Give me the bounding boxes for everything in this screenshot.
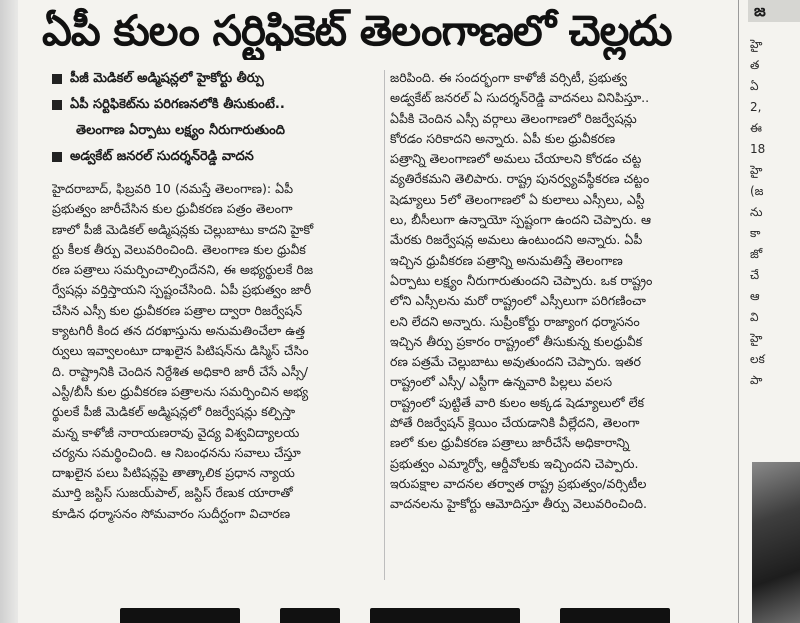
article-line: ఇరుపక్షాల వాదనల తర్వాత రాష్ట్ర ప్రభుత్వం/వర్సిటీల (390, 475, 647, 491)
bullet-item (52, 92, 382, 118)
bullet-square-icon (52, 74, 62, 84)
article-line: పత్రాన్ని తెలంగాణలో అమలు చేయాలని కోరడం చట్ట (390, 151, 642, 167)
bullet-list (52, 66, 382, 170)
article-line: హై (750, 37, 763, 51)
article-line: త (750, 58, 760, 72)
article-line: హై (750, 331, 763, 345)
article-line: ది. రాష్ట్రానికి చెందిన నిర్దేశిత అధికారి జారీ చేసే ఎస్సీ/ (52, 363, 308, 379)
headline: ఏపీ కులం సర్టిఫికెట్ తెలంగాణలో చెల్లదు (42, 6, 672, 55)
bullet-text: తెలంగాణ ఏర్పాటు లక్ష్యం నీరుగారుతుంది (76, 123, 285, 138)
article-line: ఈ (750, 121, 762, 135)
article-line: కా (750, 226, 761, 240)
article-line: క్యాటగిరీ కింద తన దరఖాస్తును అనుమతించేలా ఉత్త (52, 323, 306, 339)
article-line: రణ పత్రమే చెల్లుబాటు అవుతుందని చెప్పారు. ఇతర (390, 354, 642, 370)
article-line: పా (750, 373, 763, 387)
article-line: ప్రభుత్వం ఎమ్మార్వో, ఆర్డీవోలకు ఇచ్చిందని చెప్పారు. (390, 455, 639, 471)
article-column-2 (390, 68, 710, 515)
article-photo (752, 462, 800, 623)
article-line: ఎస్టీ/బీసీ కుల ధ్రువీకరణ పత్రాలను సమర్పించిన అభ్య (52, 383, 309, 399)
headline-fragment (120, 608, 240, 623)
article-line: లని లేదని అన్నారు. సుప్రీంకోర్టు రాజ్యాంగ ధర్మాసనం (390, 313, 640, 329)
article-line: రాష్ట్రంలో ఎస్సీ/ ఎస్టీగా ఉన్నవారి పిల్లలు వలస (390, 374, 613, 390)
article-line: కూడిన ధర్మాసనం సోమవారం సుదీర్ఘంగా విచారణ (52, 505, 291, 521)
article-line: జో (750, 247, 763, 261)
article-line: ఏపీకి చెందిన ఎస్సీ వర్గాలు తెలంగాణలో రిజర్వేషన్లు (390, 110, 637, 126)
article-line: లోని ఎస్సీలను మరో రాష్ట్రంలో ఎస్సీలుగా పరిగణించా (390, 293, 646, 309)
article-line: 2, (750, 100, 762, 114)
article-line: అడ్వకేట్ జనరల్ ఏ సుదర్శన్‌రెడ్డి వాదనలు వినిపిస్తూ.. (390, 90, 650, 106)
article-line: ర్వులు ఇవ్వాలంటూ దాఖలైన పిటిషన్‌ను డిస్మిస్ చేసిం (52, 343, 309, 359)
article-line: జరిపింది. ఈ సందర్భంగా కాళోజీ వర్సిటీ, ప్రభుత్వ (390, 70, 627, 85)
article-line: మూర్తి జస్టిస్ సుజయ్‌పాల్, జస్టిస్ రేణుక యారాతో (52, 485, 293, 501)
bullet-square-icon (52, 100, 62, 110)
article-line: వాదనలను హైకోర్టు ఆమోదిస్తూ తీర్పు వెలువరించింది. (390, 496, 647, 512)
article-line: షెడ్యూలు 5లో తెలంగాణలో ఏ కులాలు ఎస్సీలు, ఎస్టీ (390, 191, 645, 207)
bullet-text: ఏపీ సర్టిఫికెట్‌ను పరిగణనలోకి తీసుకుంటే.. (70, 97, 285, 112)
article-line: ఇచ్చిన తీర్పు ప్రకారం రాష్ట్రంలో తీసుకున్న కులధ్రువీక (390, 333, 643, 349)
article-line: వి (750, 310, 759, 324)
headline-fragment (370, 608, 520, 623)
column-divider-right (738, 0, 739, 623)
page-margin (0, 0, 18, 623)
article-line: 18 (750, 142, 766, 156)
article-line: పోతే రిజర్వేషన్ క్లెయిం చేయడానికి వీల్లేదని, తెలంగా (390, 415, 640, 431)
article-line: రణ పత్రాలు సమర్పించాల్సిందేనని, ఈ అభ్యర్థులకే రిజ (52, 262, 314, 278)
bullet-text: అడ్వకేట్ జనరల్ సుదర్శన్‌రెడ్డి వాదన (70, 149, 254, 164)
bullet-text: పీజీ మెడికల్ అడ్మిషన్లలో హైకోర్టు తీర్పు (70, 71, 264, 86)
headline-fragment (280, 608, 340, 623)
article-line: హైదరాబాద్, ఫిబ్రవరి 10 (నమస్తే తెలంగాణ): ఏపీ (52, 181, 294, 196)
article-line: ఏర్పాటు లక్ష్యం నీరుగారుతుందని చెప్పారు. ఒక రాష్ట్రం (390, 272, 653, 288)
article-line: దాఖలైన పలు పిటిషన్లపై తాత్కాలిక ప్రధాన న్యాయ (52, 465, 295, 481)
article-line: ర్టు కీలక తీర్పు వెలువరించింది. తెలంగాణ కుల ధ్రువీక (52, 241, 306, 257)
article-line: ఏ (750, 79, 759, 93)
article-line: ణాలో పీజీ మెడికల్ అడ్మిషన్లకు చెల్లుబాటు కాదని హైకో (52, 221, 314, 237)
adjacent-article-headline: జ (748, 0, 800, 22)
column-divider (384, 70, 385, 580)
article-line: ణలో కుల ధ్రువీకరణ పత్రాలు జారీచేసే అధికారాన్ని (390, 435, 630, 451)
article-line: లు, బీసీలుగా ఉన్నాయో స్పష్టంగా ఉందని చెప్పారు. ఆ (390, 212, 652, 228)
next-headline-cropped (40, 594, 740, 623)
bullet-item (52, 144, 382, 170)
article-line: చేసిన ఎస్సీ కుల ధ్రువీకరణ పత్రాల ద్వారా రిజర్వేషన్ (52, 302, 303, 318)
adjacent-article-column (750, 34, 800, 391)
article-line: వ్యతిరేకమని తెలిపారు. రాష్ట్ర పునర్వ్యవస్థీకరణ చట్టం (390, 171, 650, 187)
headline-fragment (560, 608, 670, 623)
bullet-item (52, 66, 382, 92)
article-line: ర్థులకే పీజీ మెడికల్ అడ్మిషన్లలో రిజర్వేషన్లు కల్పిస్తా (52, 404, 296, 420)
article-line: మేరకు రిజర్వేషన్ల అమలు ఉంటుందని అన్నారు. ఏపీ (390, 232, 643, 248)
article-line: ర్వేషన్లు వర్తిస్తాయని స్పష్టంచేసింది. ఏపీ ప్రభుత్వం జారీ (52, 282, 312, 298)
article-line: మన్న కాళోజీ నారాయణరావు వైద్య విశ్వవిద్యాలయ (52, 424, 300, 440)
article-line: ప్రభుత్వం జారీచేసిన కుల ధ్రువీకరణ పత్రం తెలంగా (52, 201, 293, 217)
article-line: చే (750, 268, 760, 282)
article-line: రాష్ట్రంలో పుట్టితే వారి కులం అక్కడ షెడ్యూలులో లేక (390, 394, 645, 410)
bullet-item-continuation (52, 118, 382, 144)
article-column-1 (52, 179, 380, 524)
article-line: ఇచ్చిన ధ్రువీకరణ పత్రాన్ని అనుమతిస్తే తెలంగాణ (390, 252, 623, 268)
article-line: (జ (750, 184, 764, 198)
article-line: చర్యను సమర్థించింది. ఆ నిబంధనను సవాలు చేస్తూ (52, 444, 301, 460)
article-line: ను (750, 205, 763, 219)
article-line: హై (750, 163, 763, 177)
article-line: కోరడం సరికాదని అన్నారు. ఏపీ కుల ధ్రువీకరణ (390, 130, 616, 146)
article-line: లక (750, 352, 765, 366)
bullet-square-icon (52, 152, 62, 162)
article-line: ఆ (750, 289, 760, 303)
